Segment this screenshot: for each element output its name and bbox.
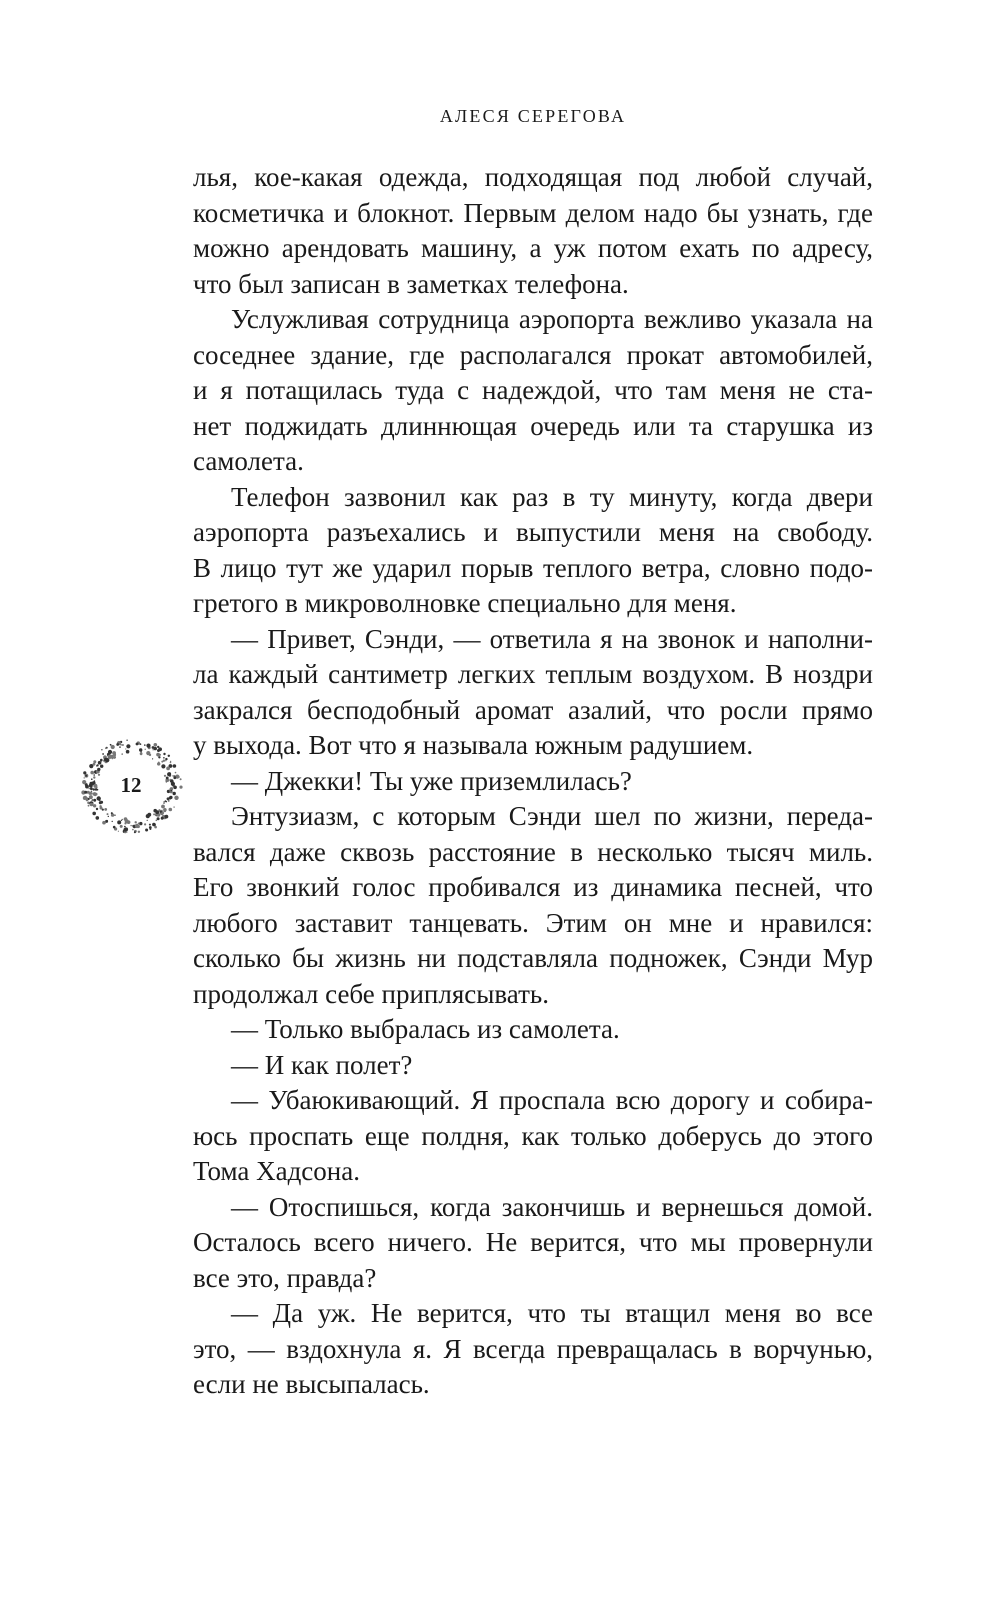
text-line: любого заставит танцевать. Этим он мне и нравился: [193, 907, 873, 938]
text-line: гретого в микроволновке специально для меня. [193, 588, 737, 618]
text-line: вался даже сквозь расстояние в несколько тысяч миль. [193, 836, 873, 867]
text-line: закрался бесподобный аромат азалий, что росли прямо [193, 694, 873, 725]
text-line: Энтузиазм, с которым Сэнди шел по жизни, переда- [231, 801, 873, 831]
text-line: ла каждый сантиметр легких теплым воздухом. В ноздри [193, 659, 873, 689]
text-line: косметичка и блокнот. Первым делом надо бы узнать, где [193, 197, 873, 228]
text-line: — Только выбралась из самолета. [231, 1014, 620, 1044]
text-line: Телефон зазвонил как раз в ту минуту, когда двери [231, 481, 873, 512]
page-number: 12 [120, 773, 142, 797]
text-line: можно арендовать машину, а уж потом ехать по адресу, [193, 233, 873, 263]
text-line: если не высыпалась. [193, 1369, 430, 1399]
page-number-ornament [78, 735, 190, 840]
text-line: Тома Хадсона. [193, 1156, 360, 1186]
text-line: сколько бы жизнь ни подставляла подножек, Сэнди Мур [193, 943, 873, 973]
text-line: — И как полет? [231, 1049, 413, 1080]
running-head: АЛЕСЯ СЕРЕГОВА [439, 106, 627, 126]
text-line: Осталось всего ничего. Не верится, что мы провернули [193, 1227, 873, 1257]
text-line: у выхода. Вот что я называла южным радушием. [193, 730, 754, 760]
text-line: что был записан в заметках телефона. [193, 268, 629, 299]
text-line: — Джекки! Ты уже приземлилась? [231, 765, 632, 796]
text-line: — Отоспишься, когда закончишь и вернешься домой. [231, 1191, 873, 1222]
text-line: самолета. [193, 446, 304, 476]
text-line: продолжал себе приплясывать. [193, 978, 549, 1009]
text-line: — Да уж. Не верится, что ты втащил меня во все [231, 1298, 873, 1328]
text-line: соседнее здание, где располагался прокат автомобилей, [193, 339, 873, 370]
text-line: Его звонкий голос пробивался из динамика песней, что [193, 872, 873, 902]
text-line: лья, кое-какая одежда, подходящая под любой случай, [193, 162, 873, 192]
text-line: — Убаюкивающий. Я проспала всю дорогу и собира- [231, 1085, 873, 1115]
body-text [193, 160, 873, 1403]
text-line: это, — вздохнула я. Я всегда превращалась в ворчунью, [193, 1333, 873, 1364]
text-line: нет поджидать длиннющая очередь или та старушка из [193, 410, 873, 441]
text-line: Услужливая сотрудница аэропорта вежливо указала на [231, 304, 873, 334]
text-line: — Привет, Сэнди, — ответила я на звонок и наполни- [231, 623, 873, 654]
text-line: юсь проспать еще полдня, как только доберусь до этого [193, 1120, 873, 1151]
text-line: В лицо тут же ударил порыв теплого ветра, словно подо- [193, 552, 873, 583]
text-line: все это, правда? [193, 1262, 377, 1293]
text-line: аэропорта разъехались и выпустили меня на свободу. [193, 517, 873, 547]
text-line: и я потащилась туда с надеждой, что там меня не ста- [193, 375, 873, 405]
